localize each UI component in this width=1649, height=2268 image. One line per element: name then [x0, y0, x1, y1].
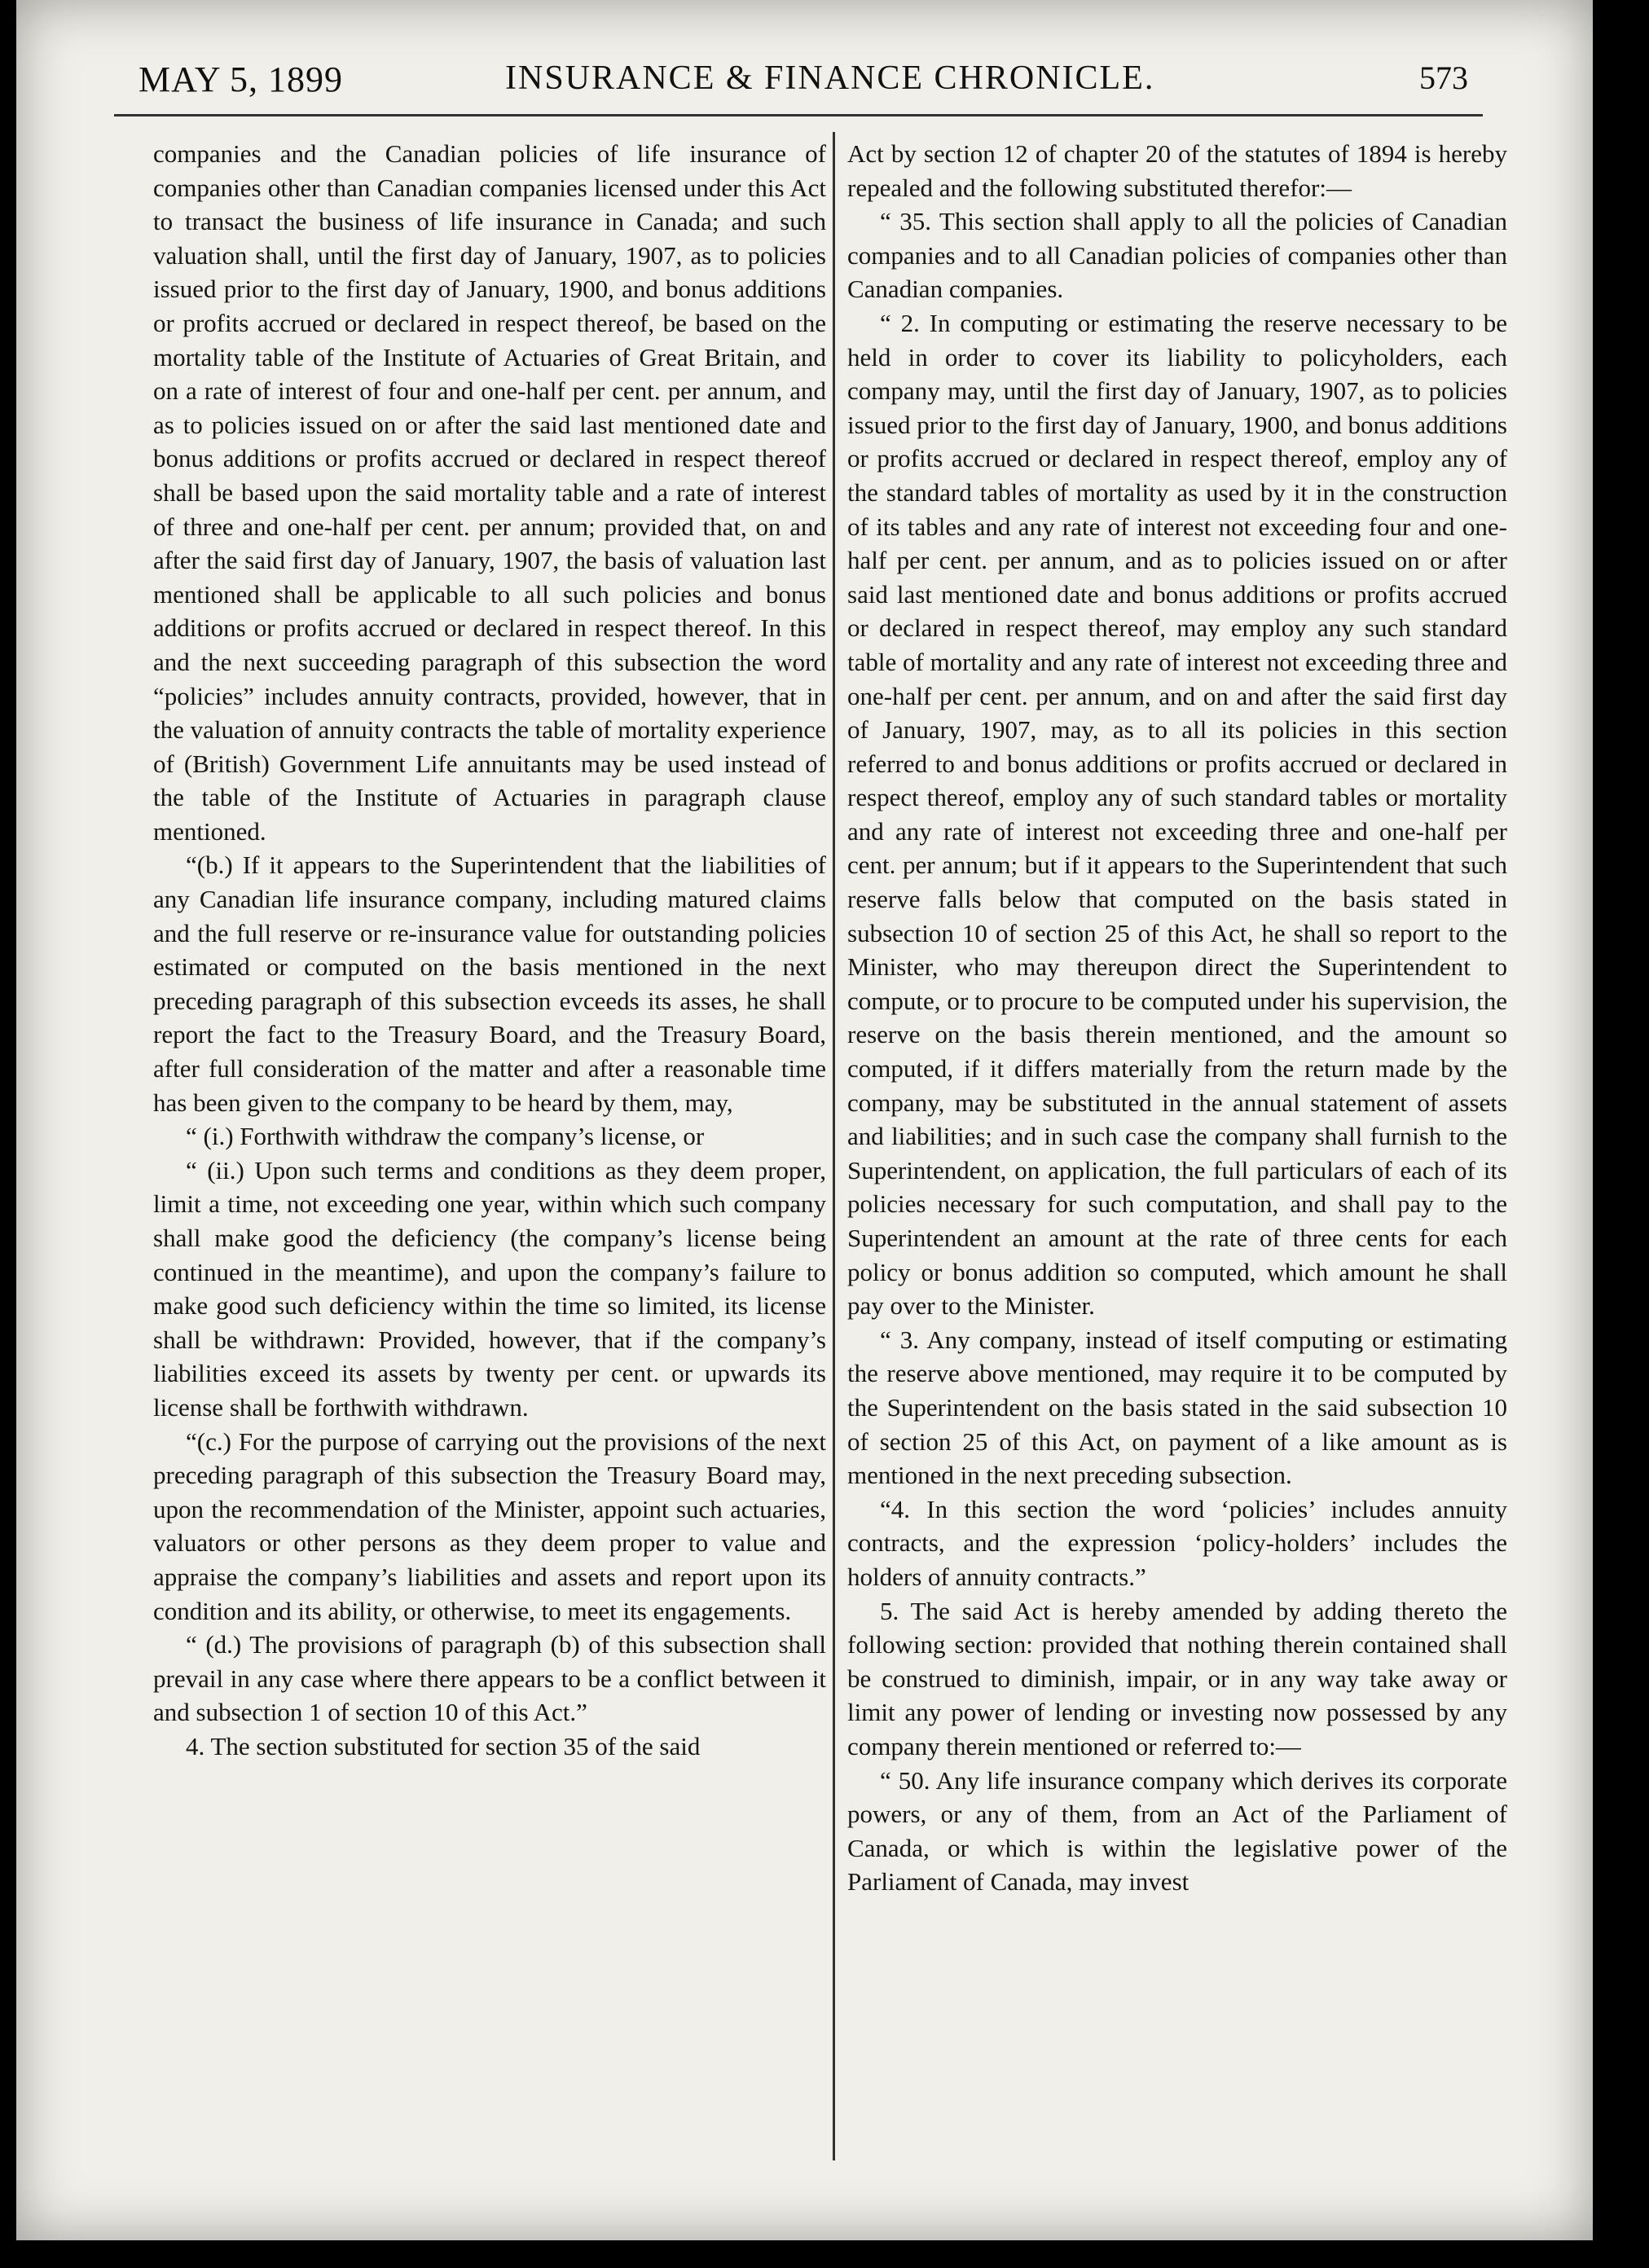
paragraph: 4. The section substituted for section 35 of the said: [186, 1731, 701, 1760]
paragraph: “ (i.) Forthwith withdraw the company’s license, or: [186, 1122, 705, 1151]
left-column: [153, 137, 826, 1764]
paragraph: “(b.) If it appears to the Superintendent that the liabilities of any Canadian life insurance company, including matured claims and the full reserve or re-insurance value for outstanding policies estimated or computed on the basis mentioned in the next preceding paragraph of this subsection evceeds its asses, he shall report the fact to the Treasury Board, and the Treasury Board, after full consideration of the matter and after a reasonable time has been given to the company to be heard by them, may,: [153, 850, 826, 1117]
paragraph: “ 50. Any life insurance company which derives its corporate powers, or any of them, from an Act of the Parliament of Canada, or which is within the legislative power of the Parliament of Canada, may invest: [847, 1765, 1507, 1897]
header-page-number: 573: [1419, 59, 1468, 96]
header-rule: [114, 114, 1483, 116]
paragraph: “ 3. Any company, instead of itself computing or estimating the reserve above mentioned, may require it to be computed by the Superintendent on the basis stated in the said subsection 10 of section 25 of this Act, on payment of a like amount as is mentioned in the next preceding subsection.: [847, 1325, 1507, 1490]
header-title: INSURANCE & FINANCE CHRONICLE.: [505, 59, 1155, 97]
paragraph: “(c.) For the purpose of carrying out the provisions of the next preceding paragraph of this subsection the Treasury Board may, upon the recommendation of the Minister, appoint such actuaries, valuators or other persons as they deem proper to value and appraise the company’s liabilities and assets and report upon its condition and its ability, or otherwise, to meet its engagements.: [153, 1426, 826, 1625]
paragraph: 5. The said Act is hereby amended by adding thereto the following section: provided that nothing therein contained shall be construed to diminish, impair, or in any way take away or limit any power of lending or investing now possessed by any company therein mentioned or referred to:—: [847, 1596, 1507, 1760]
paragraph: “ (ii.) Upon such terms and conditions as they deem proper, limit a time, not exceeding one year, within which such company shall make good the deficiency (the company’s license being continued in the meantime), and upon the company’s failure to make good such deficiency within the time so limited, its license shall be withdrawn: Provided, however, that if the company’s liabilities exceed its assets by twenty per cent. or upwards its license shall be forthwith withdrawn.: [153, 1155, 826, 1422]
scan-border-bottom: [0, 2240, 1649, 2268]
paragraph: “ (d.) The provisions of paragraph (b) of this subsection shall prevail in any case where there appears to be a conflict between it and subsection 1 of section 10 of this Act.”: [153, 1630, 826, 1727]
paragraph: “4. In this section the word ‘policies’ includes annuity contracts, and the expression ‘policy-holders’ includes the holders of annuity contracts.”: [847, 1494, 1507, 1591]
scan-border-right: [1593, 0, 1649, 2268]
paragraph: Act by section 12 of chapter 20 of the statutes of 1894 is hereby repealed and the following substituted therefor:—: [847, 139, 1507, 202]
paragraph: “ 2. In computing or estimating the reserve necessary to be held in order to cover its liability to policyholders, each company may, until the first day of January, 1907, as to policies issued prior to the first day of January, 1900, and bonus additions or profits accrued or declared in respect thereof, employ any of the standard tables of mortality as used by it in the construction of its tables and any rate of interest not exceeding four and one-half per cent. per annum, and as to policies issued on or after said last mentioned date and bonus additions or profits accrued or declared in respect thereof, may employ any such standard table of mortality and any rate of interest not exceeding three and one-half per cent. per annum, and on and after the said first day of January, 1907, may, as to all its policies in this section referred to and bonus additions or profits accrued or declared in respect thereof, employ any of such standard tables or mortality and any rate of interest not exceeding three and one-half per cent. per annum; but if it appears to the Superintendent that such reserve falls below that computed on the basis stated in subsection 10 of section 25 of this Act, he shall so report to the Minister, who may thereupon direct the Superintendent to compute, or to procure to be computed under his supervision, the reserve on the basis therein mentioned, and the amount so computed, if it differs materially from the return made by the company, may be substituted in the annual statement of assets and liabilities; and in such case the company shall furnish to the Superintendent, on application, the full particulars of each of its policies necessary for such computation, and shall pay to the Superintendent an amount at the rate of three cents for each policy or bonus addition so computed, which amount he shall pay over to the Minister.: [847, 308, 1507, 1321]
paragraph: “ 35. This section shall apply to all the policies of Canadian companies and to all Canadian policies of companies other than Canadian companies.: [847, 207, 1507, 304]
right-column: [847, 137, 1507, 1899]
column-divider: [833, 132, 835, 2160]
header-date: MAY 5, 1899: [139, 59, 344, 99]
paragraph: companies and the Canadian policies of life insurance of companies other than Canadian companies licensed under this Act to transact the business of life insurance in Canada; and such valuation shall, until the first day of January, 1907, as to policies issued prior to the first day of January, 1900, and bonus additions or profits accrued or declared in respect thereof, be based on the mortality table of the Institute of Actuaries of Great Britain, and on a rate of interest of four and one-half per cent. per annum, and as to policies issued on or after the said last mentioned date and bonus additions or profits accrued or declared in respect thereof shall be based upon the said mortality table and a rate of interest of three and one-half per cent. per annum; provided that, on and after the said first day of January, 1907, the basis of valuation last mentioned shall be applicable to all such policies and bonus additions or profits accrued or declared in respect thereof. In this and the next succeeding paragraph of this subsection the word “policies” includes annuity contracts, provided, however, that in the valuation of annuity contracts the table of mortality experience of (British) Government Life annuitants may be used instead of the table of the Institute of Actuaries in paragraph clause mentioned.: [153, 139, 826, 846]
